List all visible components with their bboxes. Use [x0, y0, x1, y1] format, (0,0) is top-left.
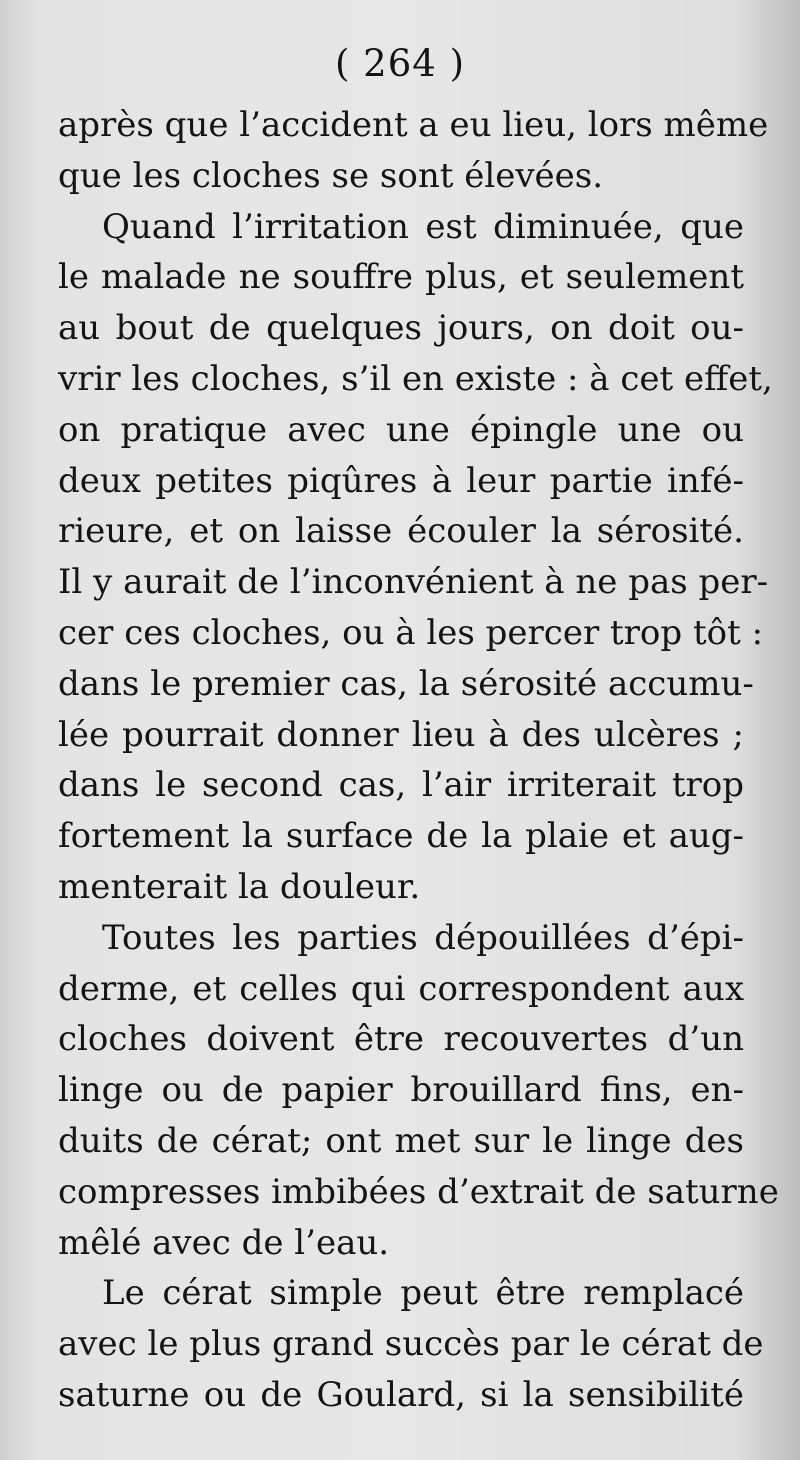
text-line: Le cérat simple peut être remplacé [102, 1273, 744, 1314]
text-line: après que l’accident a eu lieu, lors même [58, 105, 769, 145]
text-line: deux petites piqûres à leur partie infé- [58, 460, 744, 501]
paragraph-2 [58, 202, 773, 913]
text-line: au bout de quelques jours, on doit ou- [58, 308, 744, 349]
text-line: dans le second cas, l’air irriterait trop [58, 765, 744, 806]
page-body [58, 100, 779, 1421]
paragraph-1 [58, 100, 769, 202]
text-line: duits de cérat; ont met sur le linge des [58, 1120, 744, 1161]
text-line: rieure, et on laisse écouler la sérosité. [58, 511, 744, 552]
text-line: saturne ou de Goulard, si la sensibilité [58, 1374, 744, 1415]
paragraph-3 [58, 913, 779, 1269]
text-line: mêlé avec de l’eau. [58, 1222, 390, 1263]
text-line: linge ou de papier brouillard fins, en- [58, 1070, 744, 1111]
text-line: lée pourrait donner lieu à des ulcères ; [58, 714, 744, 755]
page-number: ( 264 ) [334, 42, 465, 85]
text-line: derme, et celles qui correspondent aux [58, 968, 744, 1009]
text-line: le malade ne souffre plus, et seulement [58, 257, 744, 298]
text-line: cer ces cloches, ou à les percer trop tôt : [58, 612, 764, 653]
text-line: que les cloches se sont élevées. [58, 155, 604, 196]
text-line: vrir les cloches, s’il en existe : à cet effet, [58, 358, 773, 399]
text-line: cloches doivent être recouvertes d’un [58, 1019, 744, 1060]
text-line: menterait la douleur. [58, 866, 421, 907]
text-line: dans le premier cas, la sérosité accumu- [58, 663, 754, 704]
text-line: compresses imbibées d’extrait de saturne [58, 1171, 779, 1212]
paragraph-4 [58, 1268, 764, 1420]
text-line: Quand l’irritation est diminuée, que [102, 206, 744, 247]
text-line: Toutes les parties dépouillées d’épi- [102, 917, 744, 958]
text-line: on pratique avec une épingle une ou [58, 409, 744, 450]
text-line: avec le plus grand succès par le cérat de [58, 1324, 764, 1365]
text-line: Il y aurait de l’inconvénient à ne pas per- [58, 562, 769, 603]
text-line: fortement la surface de la plaie et aug- [58, 816, 744, 857]
